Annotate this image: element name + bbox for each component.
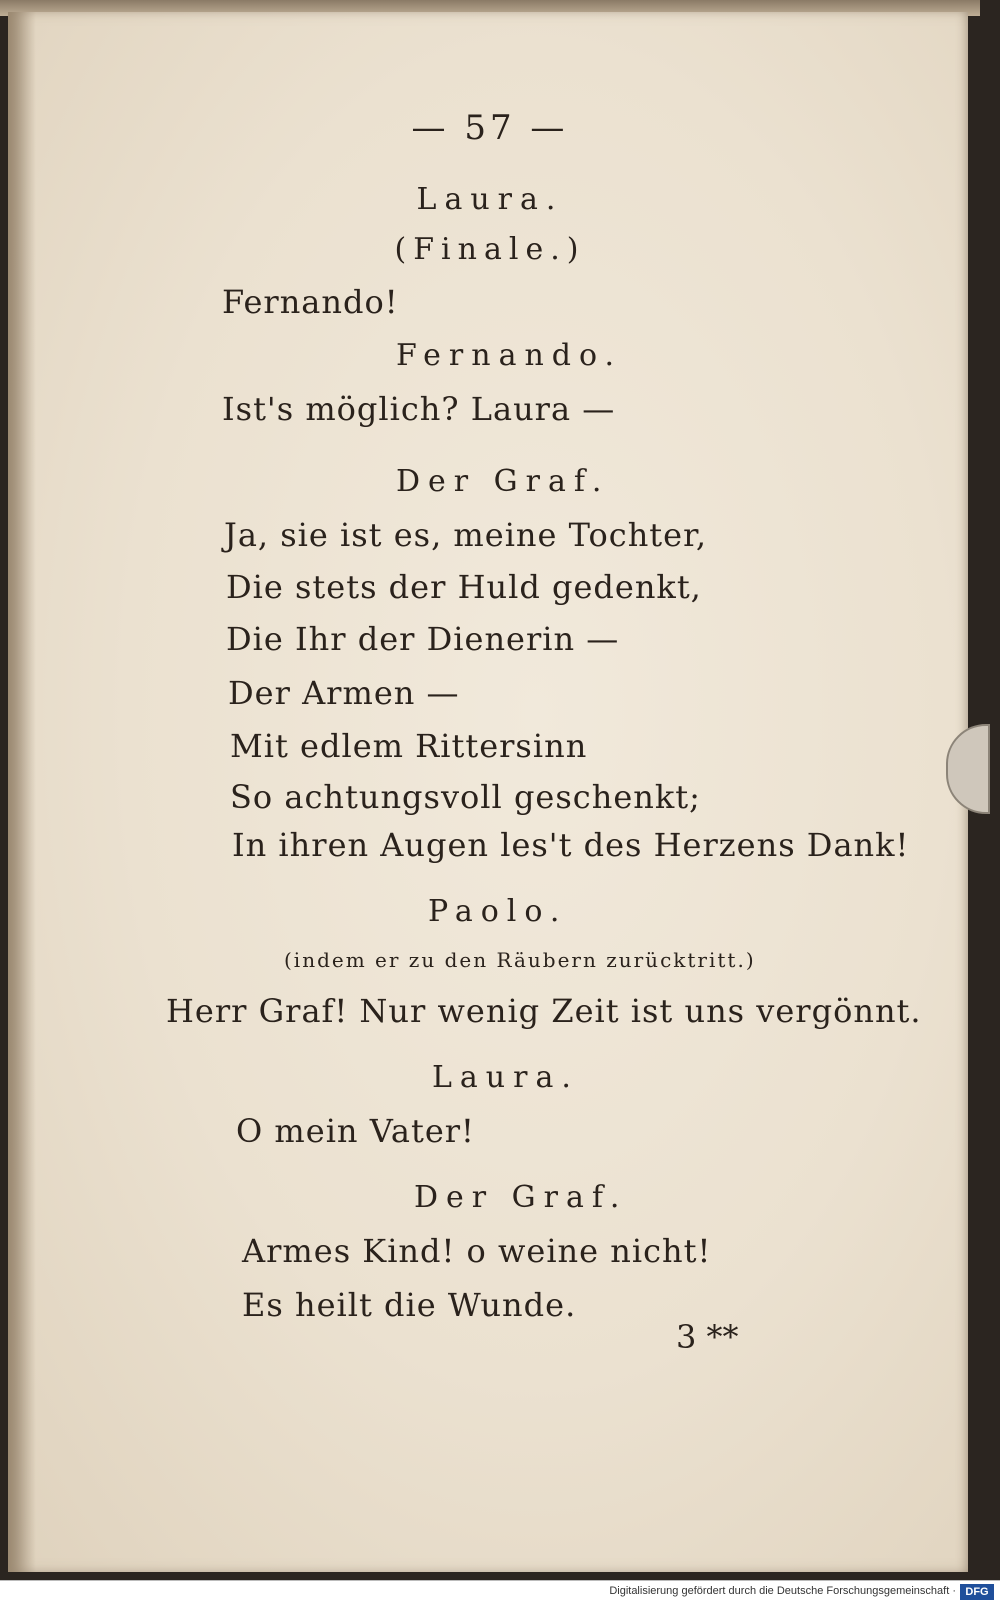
verse-line: Fernando! bbox=[222, 283, 399, 321]
speaker-name: Laura. bbox=[416, 182, 564, 217]
footer-bar bbox=[0, 1580, 1000, 1604]
speaker-name: Der Graf. bbox=[396, 464, 610, 499]
verse-line: Es heilt die Wunde. bbox=[242, 1286, 577, 1324]
dfg-logo: DFG bbox=[960, 1584, 994, 1600]
speaker-name: Laura. bbox=[432, 1060, 579, 1095]
verse-line: Die Ihr der Dienerin — bbox=[226, 620, 620, 658]
verse-line: O mein Vater! bbox=[236, 1112, 475, 1150]
speaker-name: Fernando. bbox=[396, 338, 623, 373]
verse-line: Mit edlem Rittersinn bbox=[230, 727, 588, 765]
verse-line: Der Armen — bbox=[228, 674, 460, 712]
speaker-name: Der Graf. bbox=[414, 1180, 628, 1215]
verse-line: In ihren Augen les't des Herzens Dank! bbox=[232, 826, 910, 864]
signature-mark: 3 ** bbox=[676, 1318, 739, 1356]
page-number: — 57 — bbox=[411, 108, 569, 148]
verse-line: Ja, sie ist es, meine Tochter, bbox=[224, 516, 708, 554]
verse-line: Herr Graf! Nur wenig Zeit ist uns vergönnt. bbox=[166, 992, 922, 1030]
verse-line: Ist's möglich? Laura — bbox=[222, 390, 616, 428]
section-heading: (Finale.) bbox=[394, 232, 586, 267]
speaker-name: Paolo. bbox=[428, 894, 568, 929]
stage-direction: (indem er zu den Räubern zurücktritt.) bbox=[284, 948, 756, 972]
verse-line: Armes Kind! o weine nicht! bbox=[242, 1232, 712, 1270]
verse-line: Die stets der Huld gedenkt, bbox=[226, 568, 702, 606]
verse-line: So achtungsvoll geschenkt; bbox=[230, 778, 701, 816]
footer-credit: Digitalisierung gefördert durch die Deutsche Forschungsgemeinschaft · bbox=[609, 1585, 956, 1597]
